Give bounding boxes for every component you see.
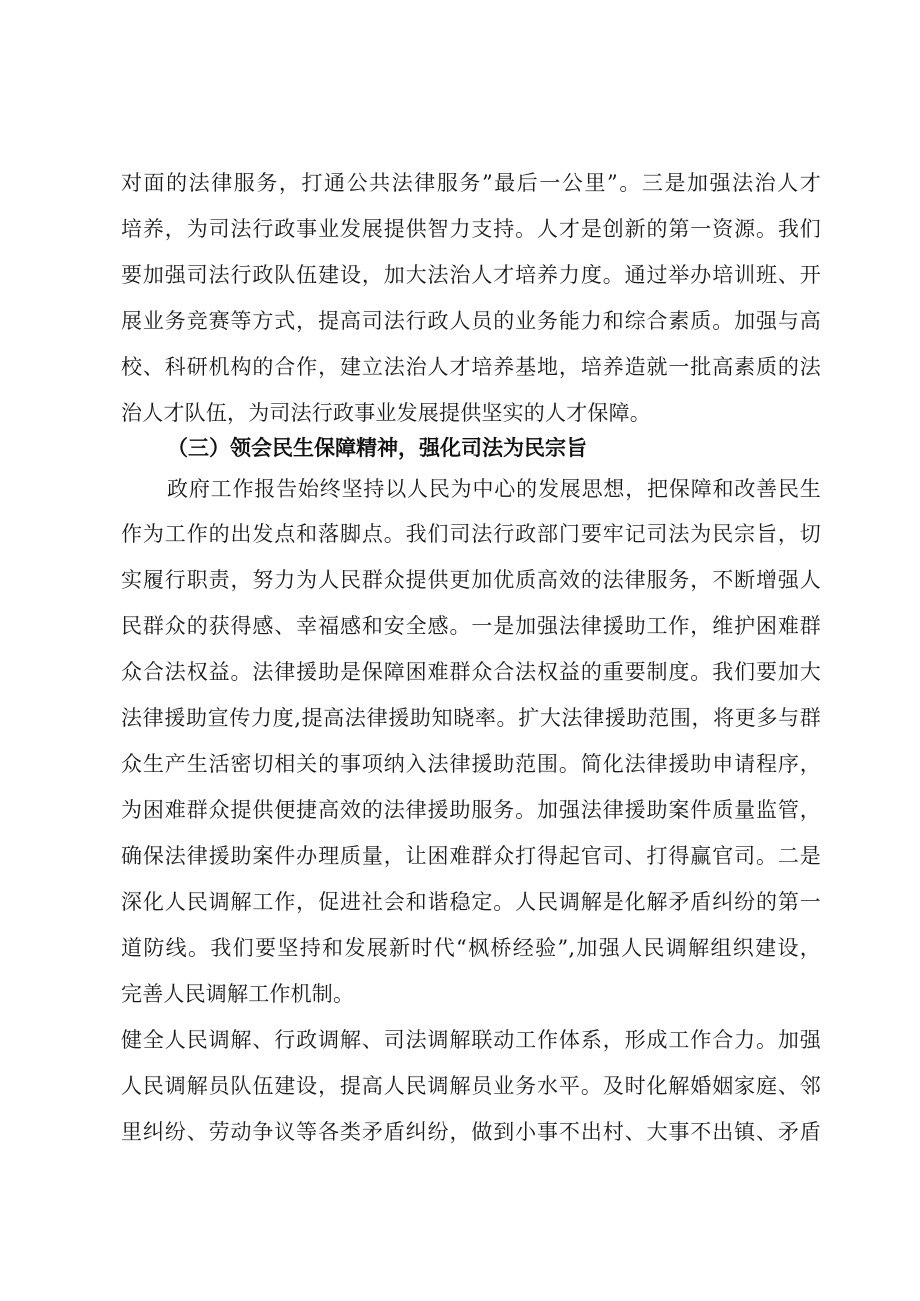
paragraph-2-line-2: 作为工作的出发点和落脚点。我们司法行政部门要牢记司法为民宗旨，切 xyxy=(121,522,821,546)
paragraph-1-line-2: 培养，为司法行政事业发展提供智力支持。人才是创新的第一资源。我们 xyxy=(121,217,821,241)
paragraph-2-line-6: 法律援助宣传力度,提高法律援助知晓率。扩大法律援助范围，将更多与群 xyxy=(121,706,821,730)
section-heading: （三）领会民生保障精神，强化司法为民宗旨 xyxy=(167,436,587,460)
paragraph-2-line-9: 确保法律援助案件办理质量，让困难群众打得起官司、打得赢官司。二是 xyxy=(121,844,821,868)
paragraph-2-line-1: 政府工作报告始终坚持以人民为中心的发展思想，把保障和改善民生 xyxy=(167,477,821,501)
paragraph-2-line-10: 深化人民调解工作，促进社会和谐稳定。人民调解是化解矛盾纠纷的第一 xyxy=(121,890,821,914)
paragraph-2-line-8: 为困难群众提供便捷高效的法律援助服务。加强法律援助案件质量监管， xyxy=(121,798,821,822)
paragraph-3-line-3: 里纠纷、劳动争议等各类矛盾纠纷，做到小事不出村、大事不出镇、矛盾 xyxy=(121,1120,821,1144)
paragraph-2-line-12: 完善人民调解工作机制。 xyxy=(121,982,355,1006)
paragraph-2-line-11: 道防线。我们要坚持和发展新时代“枫桥经验”,加强人民调解组织建设， xyxy=(121,936,821,960)
paragraph-2-line-7: 众生产生活密切相关的事项纳入法律援助范围。简化法律援助申请程序， xyxy=(121,752,821,776)
paragraph-1-line-3: 要加强司法行政队伍建设，加大法治人才培养力度。通过举办培训班、开 xyxy=(121,263,821,287)
paragraph-3-line-2: 人民调解员队伍建设，提高人民调解员业务水平。及时化解婚姻家庭、邻 xyxy=(121,1074,821,1098)
paragraph-2-line-5: 众合法权益。法律援助是保障困难群众合法权益的重要制度。我们要加大 xyxy=(121,660,821,684)
paragraph-3-line-1: 健全人民调解、行政调解、司法调解联动工作体系，形成工作合力。加强 xyxy=(121,1028,821,1052)
paragraph-2-line-3: 实履行职责，努力为人民群众提供更加优质高效的法律服务，不断增强人 xyxy=(121,568,821,592)
paragraph-1-line-5: 校、科研机构的合作，建立法治人才培养基地，培养造就一批高素质的法 xyxy=(121,355,821,379)
paragraph-1-line-4: 展业务竞赛等方式，提高司法行政人员的业务能力和综合素质。加强与高 xyxy=(121,309,821,333)
paragraph-1-line-6: 治人才队伍，为司法行政事业发展提供坚实的人才保障。 xyxy=(121,401,651,425)
paragraph-2-line-4: 民群众的获得感、幸福感和安全感。一是加强法律援助工作，维护困难群 xyxy=(121,614,821,638)
paragraph-1-line-1: 对面的法律服务，打通公共法律服务”最后一公里”。三是加强法治人才 xyxy=(121,171,821,195)
